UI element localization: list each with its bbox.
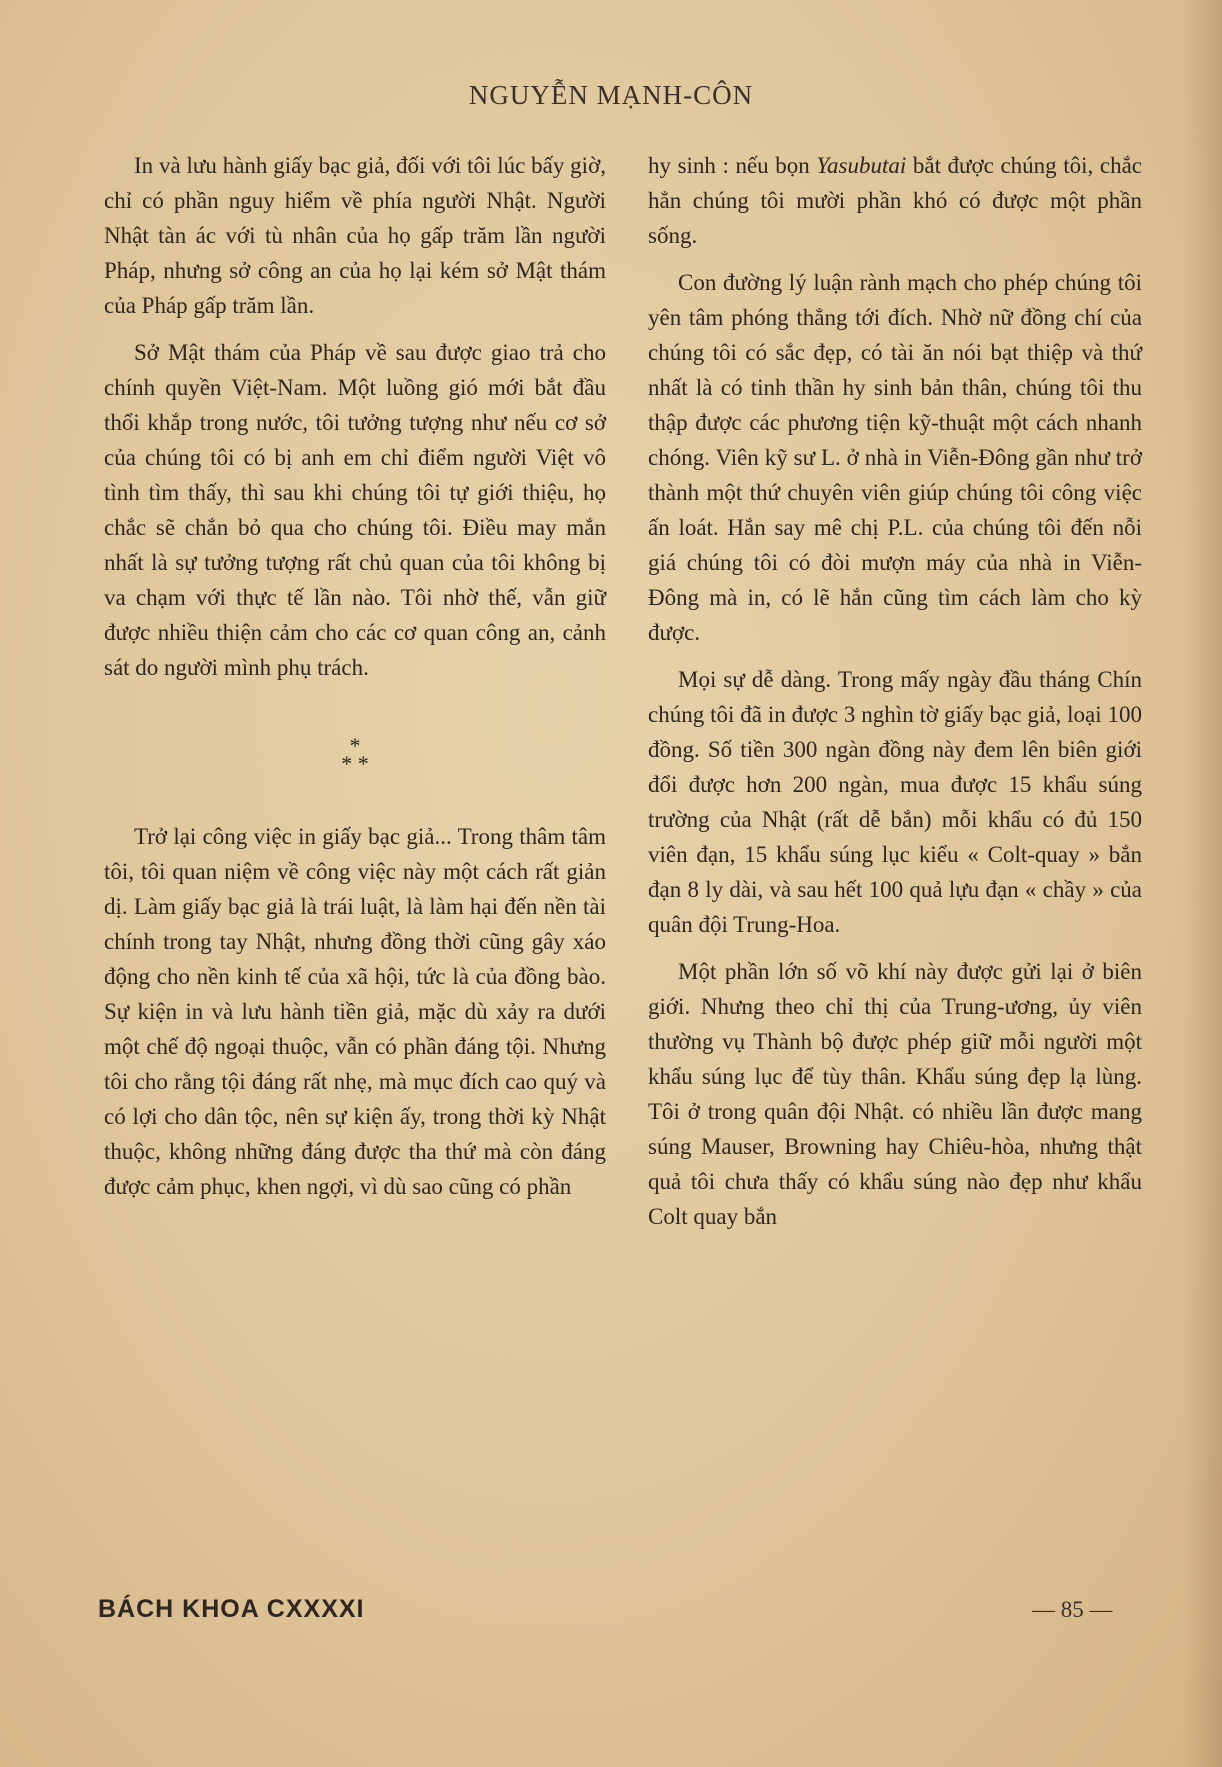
left-paragraph-3: Trở lại công việc in giấy bạc giả... Trong thâm tâm tôi, tôi quan niệm về công việc này một cách rất giản dị. Làm giấy bạc giả là trái luật, là làm hại đến nền tài chính trong tay Nhật, nhưng đồng thời cũng gây xáo động cho nền kinh tế của xã hội, tức là của đồng bào. Sự kiện in và lưu hành tiền giả, mặc dù xảy ra dưới một chế độ ngoại thuộc, vẫn có phần đáng tội. Nhưng tôi cho rằng tội đáng rất nhẹ, mà mục đích cao quý và có lợi cho dân tộc, nên sự kiện ấy, trong thời kỳ Nhật thuộc, không những đáng được tha thứ mà còn đáng được cảm phục, khen ngợi, vì dù sao cũng có phần xyxy=(104,824,606,1199)
right-column xyxy=(648,148,1142,1246)
separator-star-left: * xyxy=(341,751,353,776)
italic-unit-name: Yasubutai xyxy=(816,153,907,178)
right-paragraph-3: Mọi sự dễ dàng. Trong mấy ngày đầu tháng Chín chúng tôi đã in được 3 nghìn tờ giấy bạc giả, loại 100 đồng. Số tiền 300 ngàn đồng này đem lên biên giới đổi được hơn 200 ngàn, mua được 15 khẩu súng trường của Nhật (rất dễ bắn) mỗi khẩu có đủ 150 viên đạn, 15 khẩu súng lục kiểu « Colt-quay » bắn đạn 8 ly dài, và sau hết 100 quả lựu đạn « chầy » của quân đội Trung-Hoa. xyxy=(648,667,1142,937)
separator-star-bottom xyxy=(104,751,606,776)
footer-magazine-name: BÁCH KHOA CXXXXI xyxy=(98,1595,365,1623)
right-paragraph-1-end: bắt được chúng tôi, chắc hẳn chúng tôi mười phần khó có được một phần sống. xyxy=(648,153,1142,248)
right-paragraph-1-start: hy sinh : nếu bọn xyxy=(648,153,817,178)
left-paragraph-2: Sở Mật thám của Pháp về sau được giao trả cho chính quyền Việt-Nam. Một luồng gió mới bắt đầu thổi khắp trong nước, tôi tưởng tượng như nếu cơ sở của chúng tôi có bị anh em chỉ điểm người Việt vô tình tìm thấy, thì sau khi chúng tôi tự giới thiệu, họ chắc sẽ chắn bỏ qua cho chúng tôi. Điều may mắn nhất là sự tưởng tượng rất chủ quan của tôi không bị va chạm với thực tế lần nào. Tôi nhờ thế, vẫn giữ được nhiều thiện cảm cho các cơ quan công an, cảnh sát do người mình phụ trách. xyxy=(104,340,606,680)
left-column xyxy=(104,148,606,1216)
right-paragraph-1 xyxy=(648,148,1142,253)
section-separator xyxy=(104,733,606,776)
right-paragraph-4: Một phần lớn số võ khí này được gửi lại ở biên giới. Nhưng theo chỉ thị của Trung-ương, ủy viên thường vụ Thành bộ được phép giữ mỗi người một khẩu súng lục để tùy thân. Khẩu súng đẹp lạ lùng. Tôi ở trong quân đội Nhật. có nhiều lần được mang súng Mauser, Browning hay Chiêu-hòa, nhưng thật quả tôi chưa thấy có khẩu súng nào đẹp như khẩu Colt quay bắn xyxy=(648,959,1142,1229)
running-header-author: NGUYỄN MẠNH-CÔN xyxy=(468,80,754,110)
left-paragraph-1: In và lưu hành giấy bạc giả, đối với tôi lúc bấy giờ, chỉ có phần nguy hiểm về phía người Nhật. Người Nhật tàn ác với tù nhân của họ gấp trăm lần người Pháp, nhưng sở công an của họ lại kém sở Mật thám của Pháp gấp trăm lần. xyxy=(104,153,606,318)
separator-star-right: * xyxy=(357,751,369,776)
separator-star-top: * xyxy=(349,733,361,758)
right-paragraph-2: Con đường lý luận rành mạch cho phép chúng tôi yên tâm phóng thẳng tới đích. Nhờ nữ đồng chí của chúng tôi có sắc đẹp, có tài ăn nói bạt thiệp và thứ nhất là có tinh thần hy sinh bản thân, chúng tôi thu thập được các phương tiện kỹ-thuật một cách nhanh chóng. Viên kỹ sư L. ở nhà in Viễn-Đông gần như trở thành một thứ chuyên viên giúp chúng tôi công việc ấn loát. Hắn say mê chị P.L. của chúng tôi đến nỗi giá chúng tôi có đòi mượn máy của nhà in Viễn-Đông mà in, có lẽ hắn cũng tìm cách làm cho kỳ được. xyxy=(648,270,1142,645)
footer-page-number: — 85 — xyxy=(1032,1597,1113,1622)
